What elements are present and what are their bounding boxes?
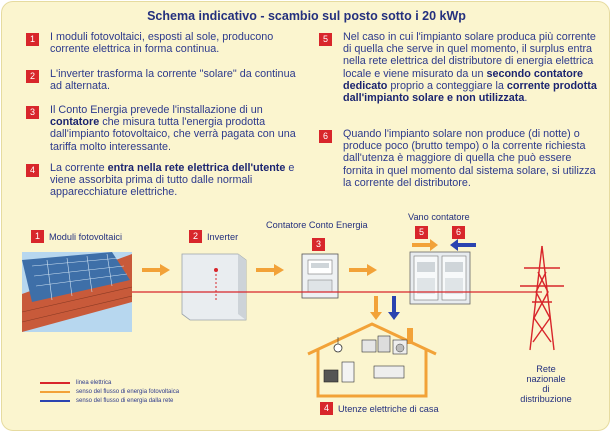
step-number: 2 xyxy=(26,70,39,83)
meter-cabinet-icon xyxy=(410,252,470,304)
label-utenze: 4 Utenze elettriche di casa xyxy=(320,402,439,415)
step-number: 4 xyxy=(26,164,39,177)
step-text: Il Conto Energia prevede l'installazione di un contatore che misura tutta l'energia prodotta dall'impianto fotovoltaico, che verrà pagata con una tariffa molto interessante. xyxy=(50,104,296,153)
step-number: 6 xyxy=(319,130,332,143)
legend xyxy=(40,378,179,405)
inverter-icon xyxy=(182,254,246,320)
label-contatore: Contatore Conto Energia xyxy=(266,220,368,230)
diagram-title: Schema indicativo - scambio sul posto sotto i 20 kWp xyxy=(147,9,466,23)
label-vano: Vano contatore xyxy=(408,212,470,222)
legend-swatch xyxy=(40,391,70,393)
legend-item: senso del flusso di energia dalla rete xyxy=(40,396,179,405)
legend-swatch xyxy=(40,382,70,384)
solar-panel-icon xyxy=(22,252,132,332)
legend-item: linea elettrica xyxy=(40,378,179,387)
label-inverter: 2 Inverter xyxy=(189,230,238,243)
house-icon xyxy=(308,324,436,396)
step-number: 5 xyxy=(319,33,332,46)
step-text: I moduli fotovoltaici, esposti al sole, producono corrente elettrica in forma continua. xyxy=(50,31,274,56)
diagram-frame xyxy=(1,1,610,431)
step-text: L'inverter trasforma la corrente "solare" da continua ad alternata. xyxy=(50,68,296,93)
step-text: La corrente entra nella rete elettrica dell'utente e viene assorbita prima di tutto dalle normali apparecchiature elettriche. xyxy=(50,162,295,199)
step-number: 1 xyxy=(26,33,39,46)
label-moduli: 1 Moduli fotovoltaici xyxy=(31,230,122,243)
badge-5: 5 xyxy=(415,226,428,239)
legend-swatch xyxy=(40,400,70,402)
step-text: Nel caso in cui l'impianto solare produca più corrente di quella che serve in quel momento, il surplus entra nella rete elettrica del distributore di energia elettrica locale e viene misurato da un secondo contatore dedicato proprio a conteggiare la corrente prodotta dall'impianto solare e non utilizzata. xyxy=(343,31,597,105)
step-text: Quando l'impianto solare non produce (di notte) o produce poco (brutto tempo) o la corrente richiesta dall'utenza è maggiore di quella che può essere fornita in quel momento dal sistema solare, si utilizza la corrente del distributore. xyxy=(343,128,596,189)
badge-3: 3 xyxy=(312,238,325,251)
pylon-icon xyxy=(520,246,564,350)
badge-6: 6 xyxy=(452,226,465,239)
legend-item: senso del flusso di energia fotovoltaica xyxy=(40,387,179,396)
step-number: 3 xyxy=(26,106,39,119)
label-rete: Rete nazionale di distribuzione xyxy=(520,364,572,404)
